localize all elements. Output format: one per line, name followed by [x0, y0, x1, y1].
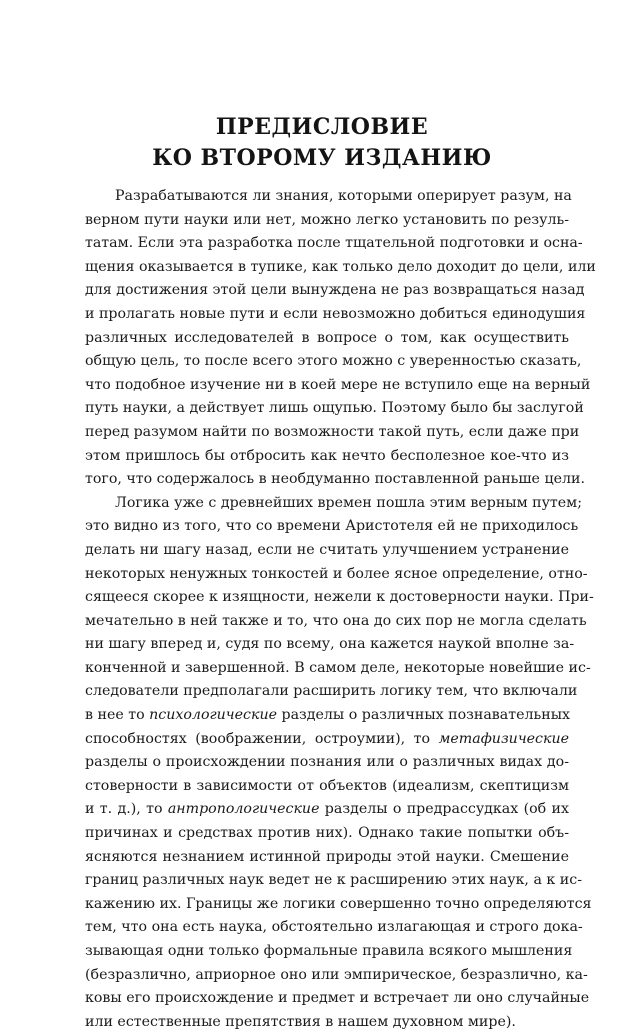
italic-term: метафизические	[438, 730, 569, 747]
chapter-heading	[0, 112, 644, 174]
text-line: разделы о происхождении познания или о различных видах до-	[85, 754, 569, 771]
text-line: и пролагать новые пути и если невозможно добиться единодушия	[85, 305, 586, 322]
text-run: способностях (воображении, остроумии), то	[85, 730, 439, 747]
text-run: разделы о предрассудках (об их	[319, 801, 569, 818]
text-line: щения оказывается в тупике, как только дело доходит до цели, или	[85, 258, 596, 275]
text-line: конченной и завершенной. В самом деле, некоторые новейшие ис-	[85, 659, 591, 676]
text-line: тем, что она есть наука, обстоятельно излагающая и строго дока-	[85, 919, 583, 936]
text-run: разделы о различных познавательных	[276, 707, 570, 724]
chapter-heading-line-1: ПРЕДИСЛОВИЕ	[215, 114, 429, 140]
text-run: в нее то	[85, 707, 150, 724]
text-line: кажению их. Границы же логики совершенно точно определяются	[85, 895, 592, 912]
text-line: сящееся скорее к изящности, нежели к достоверности науки. При-	[85, 589, 594, 606]
text-line: этом пришлось бы отбросить как нечто бесполезное кое-что из	[85, 447, 569, 464]
text-line: татам. Если эта разработка после тщательной подготовки и осна-	[85, 235, 583, 252]
text-line: ни шагу вперед и, судя по всему, она кажется наукой вполне за-	[85, 636, 575, 653]
text-line	[85, 728, 569, 752]
text-line: Логика уже с древнейших времен пошла этим верным путем;	[115, 494, 582, 511]
text-line: что подобное изучение ни в коей мере не вступило еще на верный	[85, 376, 591, 393]
text-run: и т. д.), то	[85, 801, 168, 818]
text-line: Разрабатываются ли знания, которыми оперирует разум, на	[115, 188, 572, 204]
text-line: некоторых ненужных тонкостей и более ясное определение, отно-	[85, 565, 588, 582]
text-line: ковы его происхождение и предмет и встречает ли оно случайные	[85, 990, 590, 1007]
text-line: это видно из того, что со времени Аристотеля ей не приходилось	[85, 518, 579, 535]
text-line: различных исследователей в вопросе о том, как осуществить	[85, 329, 569, 346]
text-line: ясняются незнанием истинной природы этой науки. Смешение	[85, 848, 569, 865]
text-line: или естественные препятствия в нашем духовном мире).	[85, 1013, 516, 1030]
text-line: границ различных наук ведет не к расширению этих наук, а к ис-	[85, 872, 582, 889]
text-line: мечательно в ней также и то, что она до сих пор не могла сделать	[85, 612, 587, 629]
text-line: следователи предполагали расширить логику тем, что включали	[85, 683, 578, 700]
text-line: для достижения этой цели вынуждена не раз возвращаться назад	[85, 282, 585, 299]
text-line	[85, 704, 569, 728]
text-line: делать ни шагу назад, если не считать улучшением устранение	[85, 541, 569, 558]
text-line: зывающая одни только формальные правила всякого мышления	[85, 943, 573, 959]
text-line: причинах и средствах против них). Однако такие попытки объ-	[85, 825, 569, 842]
paragraph-2	[85, 492, 594, 1034]
text-line: стоверности в зависимости от объектов (идеализм, скептицизм	[85, 777, 569, 794]
italic-term: антропологические	[167, 801, 320, 818]
body-text	[85, 185, 596, 1034]
italic-term: психологические	[149, 707, 277, 724]
text-line: того, что содержалось в необдуманно поставленной раньше цели.	[85, 471, 585, 488]
text-line: верном пути науки или нет, можно легко установить по резуль-	[85, 211, 569, 228]
text-line	[85, 798, 569, 822]
text-line: (безразлично, априорное оно или эмпирическое, безразлично, ка-	[85, 966, 588, 983]
chapter-heading-line-2: КО ВТОРОМУ ИЗДАНИЮ	[152, 145, 492, 171]
text-line: перед разумом найти по возможности такой путь, если даже при	[85, 423, 580, 440]
text-line: общую цель, то после всего этого можно с уверенностью сказать,	[85, 353, 582, 370]
text-line: путь науки, а действует лишь ощупью. Поэтому было бы заслугой	[85, 400, 584, 417]
paragraph-1	[85, 185, 596, 492]
